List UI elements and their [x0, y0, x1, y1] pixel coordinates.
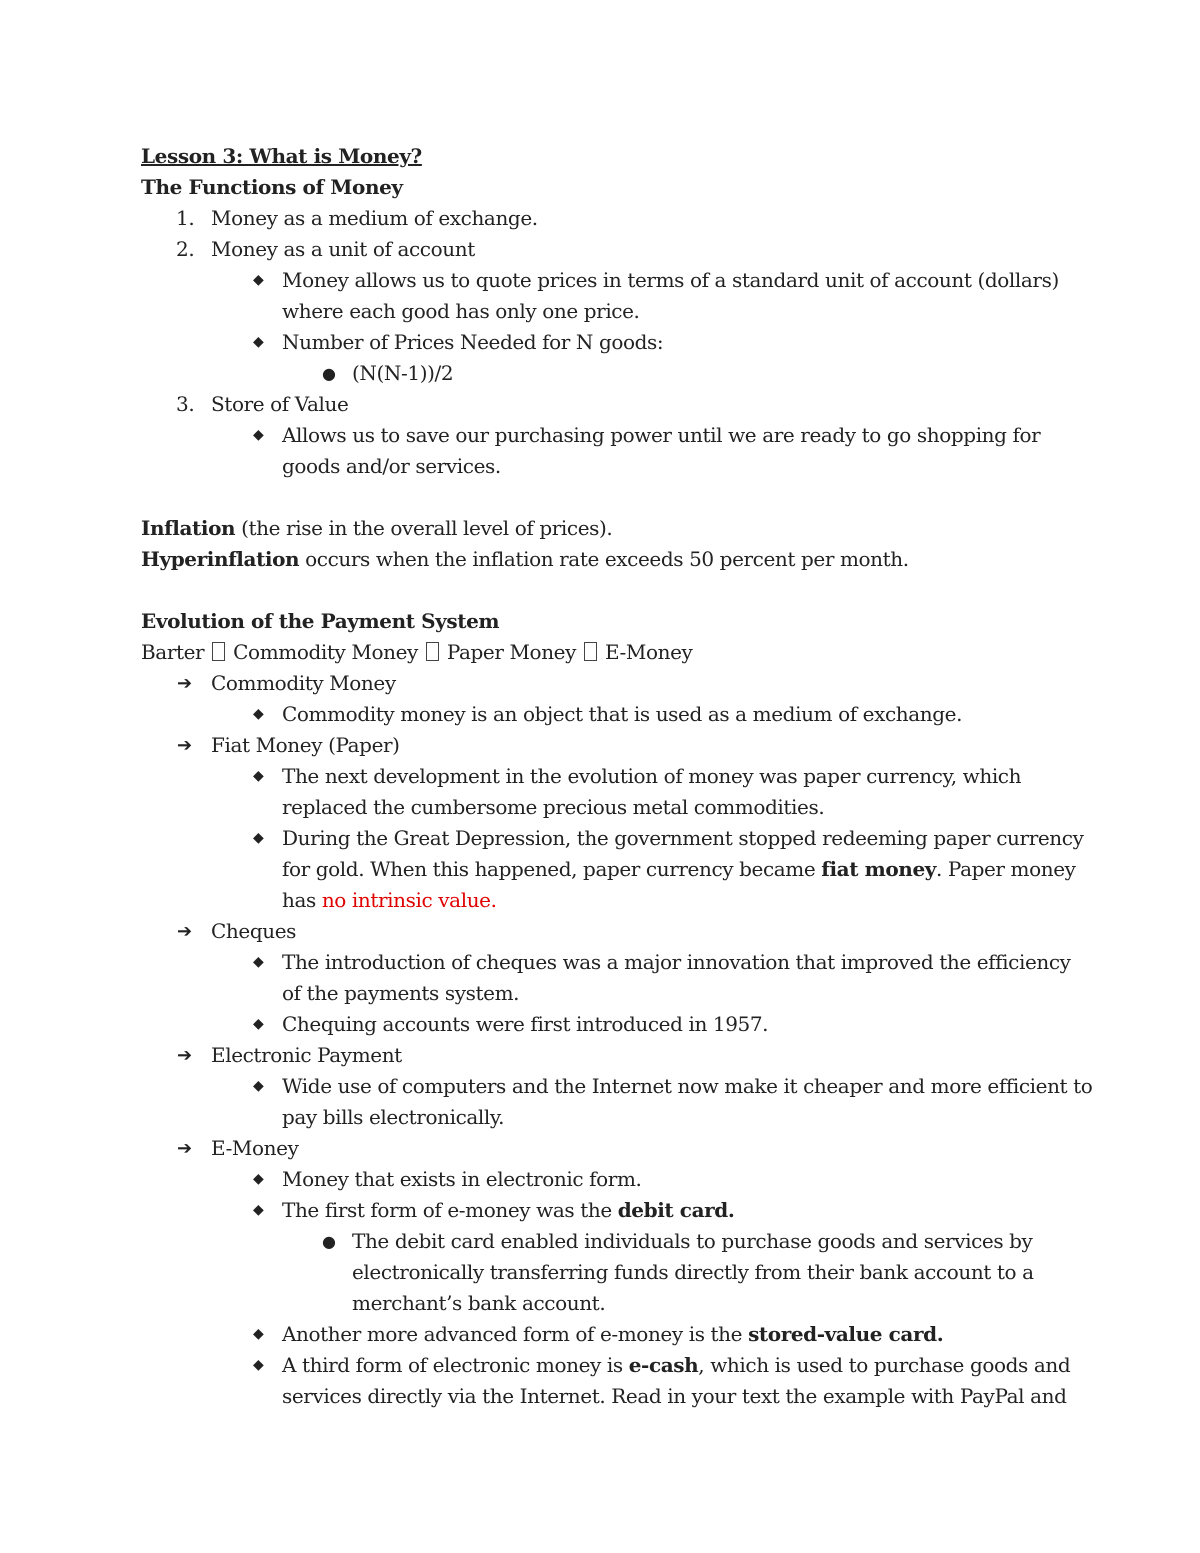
text-run: , which is used to purchase goods and [698, 1353, 1071, 1377]
inflation-definition: (the rise in the overall level of prices). [235, 516, 613, 540]
list-number: 1. [176, 206, 195, 230]
list-item-text: During the Great Depression, the government stopped redeeming paper currency [282, 826, 1084, 850]
inflation-term: Inflation [141, 516, 236, 540]
text-run: The first form of e-money was the [282, 1198, 618, 1222]
missing-glyph-icon [426, 642, 439, 661]
list-item-text: Commodity money is an object that is used as a medium of exchange. [282, 702, 963, 726]
list-item-text: electronically transferring funds directly from their bank account to a [352, 1260, 1034, 1284]
list-number: 2. [176, 237, 195, 261]
text-run: A third form of electronic money is [282, 1353, 629, 1377]
list-item-text: services directly via the Internet. Read in your text the example with PayPal and [282, 1384, 1067, 1408]
inflation-paragraph [141, 513, 612, 544]
diamond-bullet-icon: ◆ [253, 334, 264, 350]
formula-text: (N(N-1))/2 [352, 361, 454, 385]
diamond-bullet-icon: ◆ [253, 1078, 264, 1094]
list-item-text [282, 1319, 943, 1350]
highlight-red-text: no intrinsic value. [321, 888, 497, 912]
chain-step: Commodity Money [233, 640, 418, 664]
diamond-bullet-icon: ◆ [253, 1326, 264, 1342]
fiat-money-term: fiat money [821, 857, 936, 881]
list-item-text [282, 1350, 1070, 1381]
list-item-text [282, 885, 497, 916]
diamond-bullet-icon: ◆ [253, 954, 264, 970]
diamond-bullet-icon: ◆ [253, 706, 264, 722]
section-label: Electronic Payment [211, 1043, 402, 1067]
arrow-bullet-icon: ➔ [177, 1138, 192, 1159]
list-item-text: Wide use of computers and the Internet now make it cheaper and more efficient to [282, 1074, 1093, 1098]
hyperinflation-term: Hyperinflation [141, 547, 300, 571]
list-item-text: The introduction of cheques was a major innovation that improved the efficiency [282, 950, 1071, 974]
list-number: 3. [176, 392, 195, 416]
text-run: . Paper money [936, 857, 1076, 881]
lesson-title: Lesson 3: What is Money? [141, 144, 422, 168]
arrow-bullet-icon: ➔ [177, 1045, 192, 1066]
list-item-text: replaced the cumbersome precious metal commodities. [282, 795, 825, 819]
list-item-text [282, 854, 1076, 885]
diamond-bullet-icon: ◆ [253, 1171, 264, 1187]
list-item-text: Money that exists in electronic form. [282, 1167, 642, 1191]
text-run: Another more advanced form of e-money is the [282, 1322, 749, 1346]
chain-step: Paper Money [446, 640, 577, 664]
list-item-text: of the payments system. [282, 981, 520, 1005]
list-item-text: The next development in the evolution of money was paper currency, which [282, 764, 1022, 788]
evolution-chain [141, 637, 692, 668]
chain-step: Barter [141, 640, 205, 664]
evolution-heading: Evolution of the Payment System [141, 609, 500, 633]
text-run: for gold. When this happened, paper currency became [282, 857, 822, 881]
list-item-text: goods and/or services. [282, 454, 501, 478]
diamond-bullet-icon: ◆ [253, 1016, 264, 1032]
dot-bullet-icon: ● [322, 364, 336, 383]
list-item-text: merchant’s bank account. [352, 1291, 606, 1315]
arrow-bullet-icon: ➔ [177, 735, 192, 756]
diamond-bullet-icon: ◆ [253, 768, 264, 784]
list-item-text [282, 1195, 734, 1226]
section-label: Cheques [211, 919, 297, 943]
list-item: Money as a unit of account [211, 237, 475, 261]
list-item-text: pay bills electronically. [282, 1105, 505, 1129]
e-cash-term: e-cash [628, 1353, 699, 1377]
dot-bullet-icon: ● [322, 1232, 336, 1251]
list-item-text: Chequing accounts were first introduced in 1957. [282, 1012, 769, 1036]
list-item-text: Number of Prices Needed for N goods: [282, 330, 664, 354]
missing-glyph-icon [584, 642, 597, 661]
missing-glyph-icon [212, 642, 225, 661]
diamond-bullet-icon: ◆ [253, 427, 264, 443]
diamond-bullet-icon: ◆ [253, 272, 264, 288]
diamond-bullet-icon: ◆ [253, 830, 264, 846]
hyperinflation-paragraph [141, 544, 909, 575]
text-run: has [282, 888, 322, 912]
section-label: E-Money [211, 1136, 299, 1160]
section-label: Commodity Money [211, 671, 396, 695]
arrow-bullet-icon: ➔ [177, 673, 192, 694]
list-item-text: where each good has only one price. [282, 299, 640, 323]
list-item-text: Money allows us to quote prices in terms of a standard unit of account (dollars) [282, 268, 1059, 292]
arrow-bullet-icon: ➔ [177, 921, 192, 942]
diamond-bullet-icon: ◆ [253, 1202, 264, 1218]
stored-value-card-term: stored-value card. [748, 1322, 944, 1346]
debit-card-term: debit card. [617, 1198, 735, 1222]
list-item-text: The debit card enabled individuals to purchase goods and services by [352, 1229, 1033, 1253]
functions-heading: The Functions of Money [141, 175, 403, 199]
section-label: Fiat Money (Paper) [211, 733, 400, 757]
hyperinflation-definition: occurs when the inflation rate exceeds 50 percent per month. [299, 547, 909, 571]
list-item: Store of Value [211, 392, 349, 416]
list-item-text: Allows us to save our purchasing power until we are ready to go shopping for [282, 423, 1041, 447]
diamond-bullet-icon: ◆ [253, 1357, 264, 1373]
list-item: Money as a medium of exchange. [211, 206, 538, 230]
chain-step: E-Money [604, 640, 693, 664]
